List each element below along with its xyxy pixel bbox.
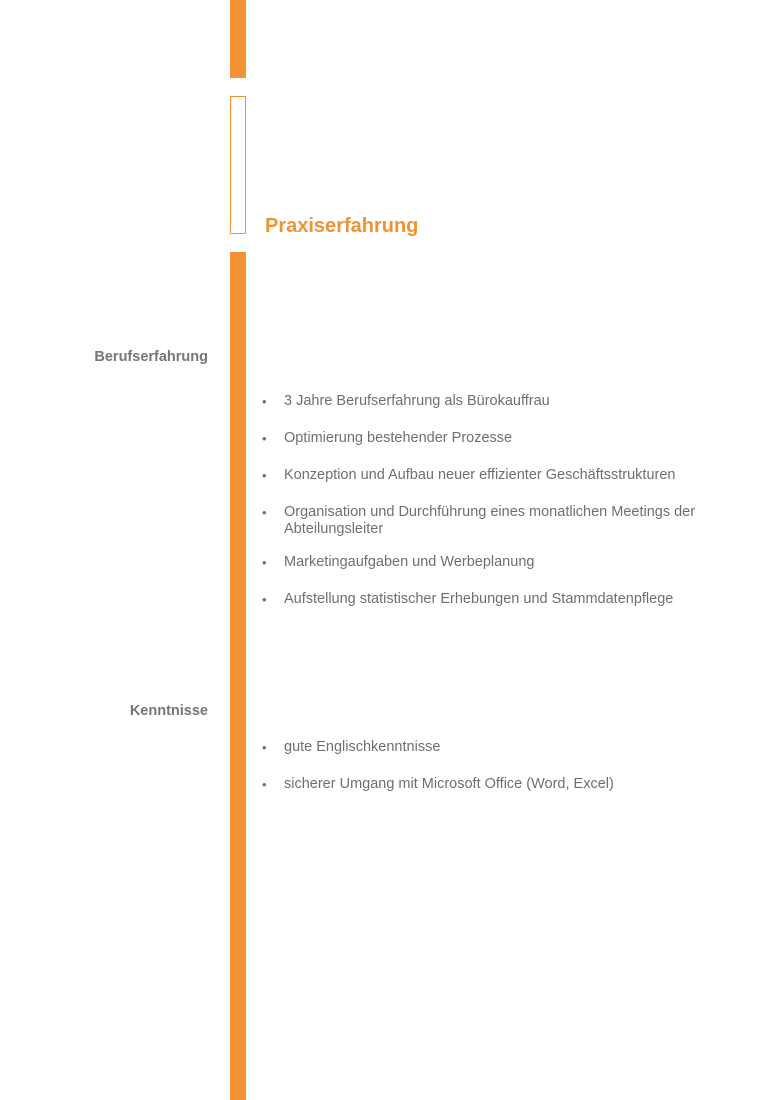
- list-item-text: Organisation und Durchführung eines monatlichen Meetings der Abteilungsleiter: [284, 504, 696, 537]
- bullet-icon: •: [262, 468, 267, 483]
- bullet-icon: •: [262, 592, 267, 607]
- accent-bar-top: [230, 0, 246, 78]
- list-item: [262, 776, 712, 793]
- list-item: [262, 393, 712, 410]
- list-item-text: Marketingaufgaben und Werbeplanung: [284, 554, 535, 570]
- list-item: [262, 591, 712, 608]
- list-item-text: gute Englischkenntnisse: [284, 739, 441, 755]
- work-experience-label: Berufserfahrung: [94, 349, 208, 365]
- list-item-text: Konzeption und Aufbau neuer effizienter Geschäftsstrukturen: [284, 467, 676, 483]
- skills-label: Kenntnisse: [129, 703, 208, 719]
- bullet-icon: •: [262, 776, 267, 792]
- bullet-icon: •: [262, 505, 267, 520]
- list-item-text: 3 Jahre Berufserfahrung als Bürokauffrau: [284, 393, 550, 409]
- list-item: [262, 430, 712, 447]
- list-item-text: Aufstellung statistischer Erhebungen und Stammdatenpflege: [284, 591, 674, 607]
- list-item: [262, 467, 712, 484]
- work-experience-list: [262, 393, 712, 628]
- bullet-icon: •: [262, 555, 267, 570]
- bullet-icon: •: [262, 740, 267, 755]
- list-item-text: sicherer Umgang mit Microsoft Office (Word, Excel): [284, 775, 614, 792]
- list-item: [262, 504, 712, 538]
- skills-list: [262, 739, 712, 812]
- section-title: Praxiserfahrung: [265, 215, 419, 237]
- bullet-icon: •: [262, 394, 267, 409]
- list-item: [262, 554, 712, 571]
- accent-bar-main: [230, 252, 246, 1100]
- accent-bar-outline: [230, 96, 246, 234]
- bullet-icon: •: [262, 431, 267, 446]
- list-item: [262, 739, 712, 756]
- list-item-text: Optimierung bestehender Prozesse: [284, 430, 513, 446]
